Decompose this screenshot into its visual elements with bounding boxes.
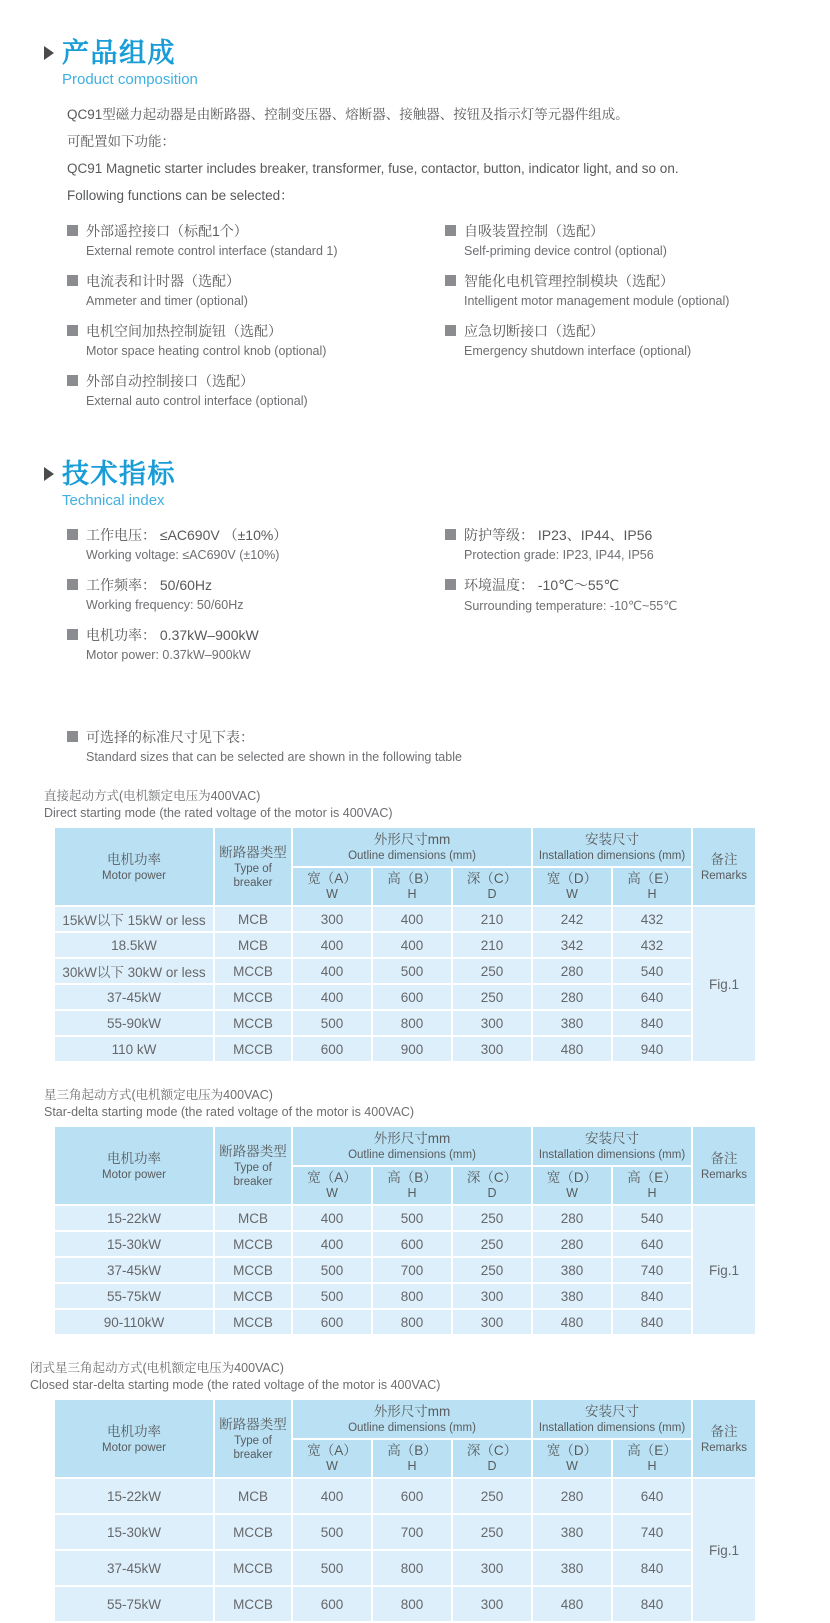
bullet-square-icon <box>445 225 456 236</box>
table-cell: MCCB <box>215 959 291 983</box>
table-row <box>55 1551 755 1585</box>
table-cell: 400 <box>293 1206 371 1230</box>
bullet-square-icon <box>67 325 78 336</box>
table-caption-zh: 星三角起动方式(电机额定电压为400VAC) <box>44 1088 273 1102</box>
column-header-remarks: 备注 Remarks <box>693 828 755 905</box>
column-header-motor-power: 电机功率 Motor power <box>55 1400 213 1477</box>
table-cell: 280 <box>533 1479 611 1513</box>
paragraph: QC91 Magnetic starter includes breaker, transformer, fuse, contactor, button, indicator light, and so on. <box>67 161 679 176</box>
table-cell: 940 <box>613 1037 691 1061</box>
table-cell: 700 <box>373 1258 451 1282</box>
list-item <box>67 523 445 566</box>
table-cell: 840 <box>613 1011 691 1035</box>
table-cell: 800 <box>373 1011 451 1035</box>
table-caption-en: Direct starting mode (the rated voltage of the motor is 400VAC) <box>44 806 393 820</box>
table-cell: 400 <box>293 959 371 983</box>
table-cell: 600 <box>293 1587 371 1621</box>
bullet-square-icon <box>445 275 456 286</box>
table-cell: 400 <box>293 1232 371 1256</box>
table-cell: 800 <box>373 1587 451 1621</box>
table-cell: 110 kW <box>55 1037 213 1061</box>
list-item <box>67 573 445 616</box>
dimensions-table <box>53 1125 757 1336</box>
table-cell: 400 <box>373 907 451 931</box>
table-cell: 432 <box>613 933 691 957</box>
item-text-zh: 外部遥控接口（标配1个） <box>86 222 248 239</box>
table-cell: 90-110kW <box>55 1310 213 1334</box>
table-cell: 250 <box>453 1515 531 1549</box>
column-header-breaker-type: 断路器类型 Type of breaker <box>215 1400 291 1477</box>
note-text-en: Standard sizes that can be selected are shown in the following table <box>86 750 462 764</box>
item-text-zh: 电机空间加热控制旋钮（选配） <box>86 322 282 339</box>
section-heading <box>44 38 830 88</box>
table-cell: 500 <box>293 1551 371 1585</box>
item-text-zh: 智能化电机管理控制模块（选配） <box>464 272 674 289</box>
bullet-square-icon <box>67 579 78 590</box>
list-item <box>445 523 830 566</box>
technical-index-title-en: Technical index <box>62 492 165 509</box>
table-row <box>55 1258 755 1282</box>
table-cell: 640 <box>613 985 691 1009</box>
table-cell: 18.5kW <box>55 933 213 957</box>
technical-index-title-zh: 技术指标 <box>62 459 176 489</box>
table-cell: MCCB <box>215 1310 291 1334</box>
section-product-composition <box>0 38 830 419</box>
list-item <box>67 623 445 666</box>
column-header: 深（C） D <box>453 1440 531 1477</box>
paragraph: QC91型磁力起动器是由断路器、控制变压器、熔断器、接触器、按钮及指示灯等元器件组成。 <box>67 107 629 122</box>
item-text-en: Self-priming device control (optional) <box>464 244 667 258</box>
table-caption <box>44 788 830 822</box>
table-cell: 640 <box>613 1232 691 1256</box>
feature-column-left <box>67 219 445 419</box>
spec-column-right <box>445 523 830 673</box>
table-cell: 300 <box>453 1587 531 1621</box>
table-row <box>55 1284 755 1308</box>
column-header: 高（B） H <box>373 868 451 905</box>
table-cell: 500 <box>293 1011 371 1035</box>
table-cell: 250 <box>453 1258 531 1282</box>
table-cell: 300 <box>453 1037 531 1061</box>
table-cell: 30kW以下 30kW or less <box>55 959 213 983</box>
table-cell: 800 <box>373 1284 451 1308</box>
table-cell: 800 <box>373 1551 451 1585</box>
arrow-right-icon <box>44 467 54 481</box>
item-text-zh: 工作频率： 50/60Hz <box>86 576 213 593</box>
table-cell: 900 <box>373 1037 451 1061</box>
table-cell: 280 <box>533 1232 611 1256</box>
table-caption-en: Closed star-delta starting mode (the rated voltage of the motor is 400VAC) <box>30 1378 441 1392</box>
table-cell: MCB <box>215 1206 291 1230</box>
table-cell: MCCB <box>215 1258 291 1282</box>
column-header: 高（E） H <box>613 1167 691 1204</box>
table-cell: 280 <box>533 959 611 983</box>
table-cell: 242 <box>533 907 611 931</box>
feature-list <box>67 219 830 419</box>
table-row <box>55 959 755 983</box>
table-cell: 210 <box>453 907 531 931</box>
bullet-square-icon <box>67 225 78 236</box>
table-section <box>0 1360 830 1623</box>
table-cell: 500 <box>373 1206 451 1230</box>
dimension-tables <box>0 788 830 1623</box>
table-cell: 480 <box>533 1310 611 1334</box>
table-section <box>0 788 830 1063</box>
table-cell: 400 <box>373 933 451 957</box>
item-text-zh: 防护等级： IP23、IP44、IP56 <box>464 526 653 543</box>
item-text-en: Working voltage: ≤AC690V (±10%) <box>86 548 280 562</box>
table-cell: 55-75kW <box>55 1284 213 1308</box>
table-cell: 740 <box>613 1515 691 1549</box>
table-cell: 250 <box>453 1232 531 1256</box>
arrow-right-icon <box>44 46 54 60</box>
table-cell: 342 <box>533 933 611 957</box>
table-row <box>55 1037 755 1061</box>
column-header: 高（E） H <box>613 1440 691 1477</box>
item-text-en: Protection grade: IP23, IP44, IP56 <box>464 548 654 562</box>
table-cell: MCCB <box>215 1037 291 1061</box>
table-cell: MCB <box>215 933 291 957</box>
table-cell: 37-45kW <box>55 985 213 1009</box>
item-text-en: Motor space heating control knob (optional) <box>86 344 327 358</box>
item-text-en: Intelligent motor management module (optional) <box>464 294 730 308</box>
section-technical-index <box>0 459 830 673</box>
table-cell: 380 <box>533 1551 611 1585</box>
table-cell: 600 <box>293 1310 371 1334</box>
table-cell: MCCB <box>215 985 291 1009</box>
list-item <box>445 319 830 362</box>
table-caption-zh: 闭式星三角起动方式(电机额定电压为400VAC) <box>30 1361 284 1375</box>
bullet-square-icon <box>445 579 456 590</box>
column-header-motor-power: 电机功率 Motor power <box>55 828 213 905</box>
table-cell: 400 <box>293 1479 371 1513</box>
table-cell: 700 <box>373 1515 451 1549</box>
column-header: 宽（D） W <box>533 1440 611 1477</box>
bullet-square-icon <box>67 529 78 540</box>
paragraph: Following functions can be selected： <box>67 188 294 203</box>
item-text-zh: 电流表和计时器（选配） <box>86 272 240 289</box>
table-cell: 840 <box>613 1284 691 1308</box>
remark-cell: Fig.1 <box>693 1479 755 1621</box>
table-cell: 15-22kW <box>55 1206 213 1230</box>
table-cell: 15-30kW <box>55 1515 213 1549</box>
item-text-zh: 工作电压： ≤AC690V （±10%） <box>86 526 288 543</box>
bullet-square-icon <box>67 731 78 742</box>
table-cell: 300 <box>453 1310 531 1334</box>
item-text-zh: 外部自动控制接口（选配） <box>86 372 254 389</box>
column-header: 宽（A） W <box>293 868 371 905</box>
table-cell: 840 <box>613 1551 691 1585</box>
table-cell: 500 <box>293 1515 371 1549</box>
table-cell: MCCB <box>215 1284 291 1308</box>
remark-cell: Fig.1 <box>693 1206 755 1334</box>
product-composition-title-zh: 产品组成 <box>62 38 176 68</box>
column-group-outline-dimensions: 外形尺寸mm Outline dimensions (mm) <box>293 828 531 866</box>
table-row <box>55 1587 755 1621</box>
table-cell: MCB <box>215 907 291 931</box>
table-cell: 480 <box>533 1037 611 1061</box>
table-cell: 380 <box>533 1011 611 1035</box>
bullet-square-icon <box>67 375 78 386</box>
table-cell: 280 <box>533 985 611 1009</box>
table-cell: 540 <box>613 959 691 983</box>
item-text-zh: 电机功率： 0.37kW–900kW <box>86 626 259 643</box>
list-item <box>67 269 445 312</box>
table-caption-en: Star-delta starting mode (the rated voltage of the motor is 400VAC) <box>44 1105 415 1119</box>
table-cell: MCB <box>215 1479 291 1513</box>
column-header: 深（C） D <box>453 1167 531 1204</box>
table-row <box>55 1206 755 1230</box>
table-cell: 640 <box>613 1479 691 1513</box>
item-text-en: Surrounding temperature: -10℃~55℃ <box>464 599 678 613</box>
table-cell: 37-45kW <box>55 1258 213 1282</box>
column-header-motor-power: 电机功率 Motor power <box>55 1127 213 1204</box>
table-cell: 55-90kW <box>55 1011 213 1035</box>
table-row <box>55 985 755 1009</box>
dimensions-table <box>53 826 757 1063</box>
table-cell: 500 <box>293 1258 371 1282</box>
item-text-zh: 环境温度： -10℃～55℃ <box>464 576 620 593</box>
table-cell: 600 <box>373 1479 451 1513</box>
section-heading <box>44 459 830 509</box>
table-cell: 380 <box>533 1515 611 1549</box>
product-composition-title-en: Product composition <box>62 71 198 88</box>
table-cell: 600 <box>373 985 451 1009</box>
column-header: 宽（A） W <box>293 1167 371 1204</box>
table-row <box>55 1479 755 1513</box>
table-cell: 280 <box>533 1206 611 1230</box>
column-header: 宽（D） W <box>533 868 611 905</box>
list-item <box>67 369 445 412</box>
item-text-en: External auto control interface (optional) <box>86 394 308 408</box>
table-caption-zh: 直接起动方式(电机额定电压为400VAC) <box>44 789 261 803</box>
table-cell: MCCB <box>215 1587 291 1621</box>
table-cell: 15kW以下 15kW or less <box>55 907 213 931</box>
column-header: 高（B） H <box>373 1167 451 1204</box>
bullet-square-icon <box>445 325 456 336</box>
table-cell: 380 <box>533 1284 611 1308</box>
column-header: 深（C） D <box>453 868 531 905</box>
table-row <box>55 907 755 931</box>
table-cell: 250 <box>453 985 531 1009</box>
table-cell: 740 <box>613 1258 691 1282</box>
item-text-en: Ammeter and timer (optional) <box>86 294 248 308</box>
table-cell: 480 <box>533 1587 611 1621</box>
column-group-installation-dimensions: 安装尺寸 Installation dimensions (mm) <box>533 1127 691 1165</box>
table-cell: 840 <box>613 1310 691 1334</box>
list-item <box>445 269 830 312</box>
product-paragraphs <box>67 106 830 205</box>
table-cell: MCCB <box>215 1515 291 1549</box>
table-cell: 600 <box>293 1037 371 1061</box>
column-header: 宽（A） W <box>293 1440 371 1477</box>
spec-column-left <box>67 523 445 673</box>
paragraph: 可配置如下功能： <box>67 134 175 149</box>
note-text-zh: 可选择的标准尺寸见下表： <box>86 728 254 745</box>
table-cell: 300 <box>453 1551 531 1585</box>
table-cell: MCCB <box>215 1011 291 1035</box>
table-cell: MCCB <box>215 1551 291 1585</box>
table-cell: 500 <box>373 959 451 983</box>
table-cell: MCCB <box>215 1232 291 1256</box>
column-header-remarks: 备注 Remarks <box>693 1127 755 1204</box>
table-row <box>55 933 755 957</box>
standard-sizes-note <box>67 725 830 768</box>
table-section <box>0 1087 830 1336</box>
table-cell: 300 <box>453 1011 531 1035</box>
table-row <box>55 1515 755 1549</box>
table-cell: 432 <box>613 907 691 931</box>
spec-list <box>67 523 830 673</box>
list-item <box>445 573 830 616</box>
column-group-installation-dimensions: 安装尺寸 Installation dimensions (mm) <box>533 828 691 866</box>
table-cell: 300 <box>293 907 371 931</box>
table-caption <box>30 1360 830 1394</box>
table-cell: 840 <box>613 1587 691 1621</box>
item-text-zh: 应急切断接口（选配） <box>464 322 604 339</box>
table-cell: 300 <box>453 1284 531 1308</box>
bullet-square-icon <box>67 275 78 286</box>
table-row <box>55 1011 755 1035</box>
column-header-breaker-type: 断路器类型 Type of breaker <box>215 828 291 905</box>
table-cell: 800 <box>373 1310 451 1334</box>
list-item <box>67 219 445 262</box>
column-header-remarks: 备注 Remarks <box>693 1400 755 1477</box>
item-text-en: Working frequency: 50/60Hz <box>86 598 244 612</box>
feature-column-right <box>445 219 830 419</box>
table-row <box>55 1232 755 1256</box>
column-header: 高（B） H <box>373 1440 451 1477</box>
table-cell: 37-45kW <box>55 1551 213 1585</box>
table-cell: 400 <box>293 933 371 957</box>
remark-cell: Fig.1 <box>693 907 755 1061</box>
table-cell: 55-75kW <box>55 1587 213 1621</box>
table-cell: 380 <box>533 1258 611 1282</box>
list-item <box>445 219 830 262</box>
table-cell: 15-22kW <box>55 1479 213 1513</box>
item-text-zh: 自吸装置控制（选配） <box>464 222 604 239</box>
table-cell: 400 <box>293 985 371 1009</box>
item-text-en: External remote control interface (standard 1) <box>86 244 338 258</box>
bullet-square-icon <box>67 629 78 640</box>
table-cell: 15-30kW <box>55 1232 213 1256</box>
column-group-installation-dimensions: 安装尺寸 Installation dimensions (mm) <box>533 1400 691 1438</box>
column-header: 高（E） H <box>613 868 691 905</box>
list-item <box>67 319 445 362</box>
table-cell: 500 <box>293 1284 371 1308</box>
column-group-outline-dimensions: 外形尺寸mm Outline dimensions (mm) <box>293 1400 531 1438</box>
column-group-outline-dimensions: 外形尺寸mm Outline dimensions (mm) <box>293 1127 531 1165</box>
item-text-en: Emergency shutdown interface (optional) <box>464 344 692 358</box>
dimensions-table <box>53 1398 757 1623</box>
table-caption <box>44 1087 830 1121</box>
item-text-en: Motor power: 0.37kW–900kW <box>86 648 251 662</box>
column-header-breaker-type: 断路器类型 Type of breaker <box>215 1127 291 1204</box>
table-row <box>55 1310 755 1334</box>
table-cell: 250 <box>453 1479 531 1513</box>
table-cell: 210 <box>453 933 531 957</box>
table-cell: 250 <box>453 1206 531 1230</box>
table-cell: 250 <box>453 959 531 983</box>
bullet-square-icon <box>445 529 456 540</box>
table-cell: 600 <box>373 1232 451 1256</box>
table-cell: 540 <box>613 1206 691 1230</box>
column-header: 宽（D） W <box>533 1167 611 1204</box>
